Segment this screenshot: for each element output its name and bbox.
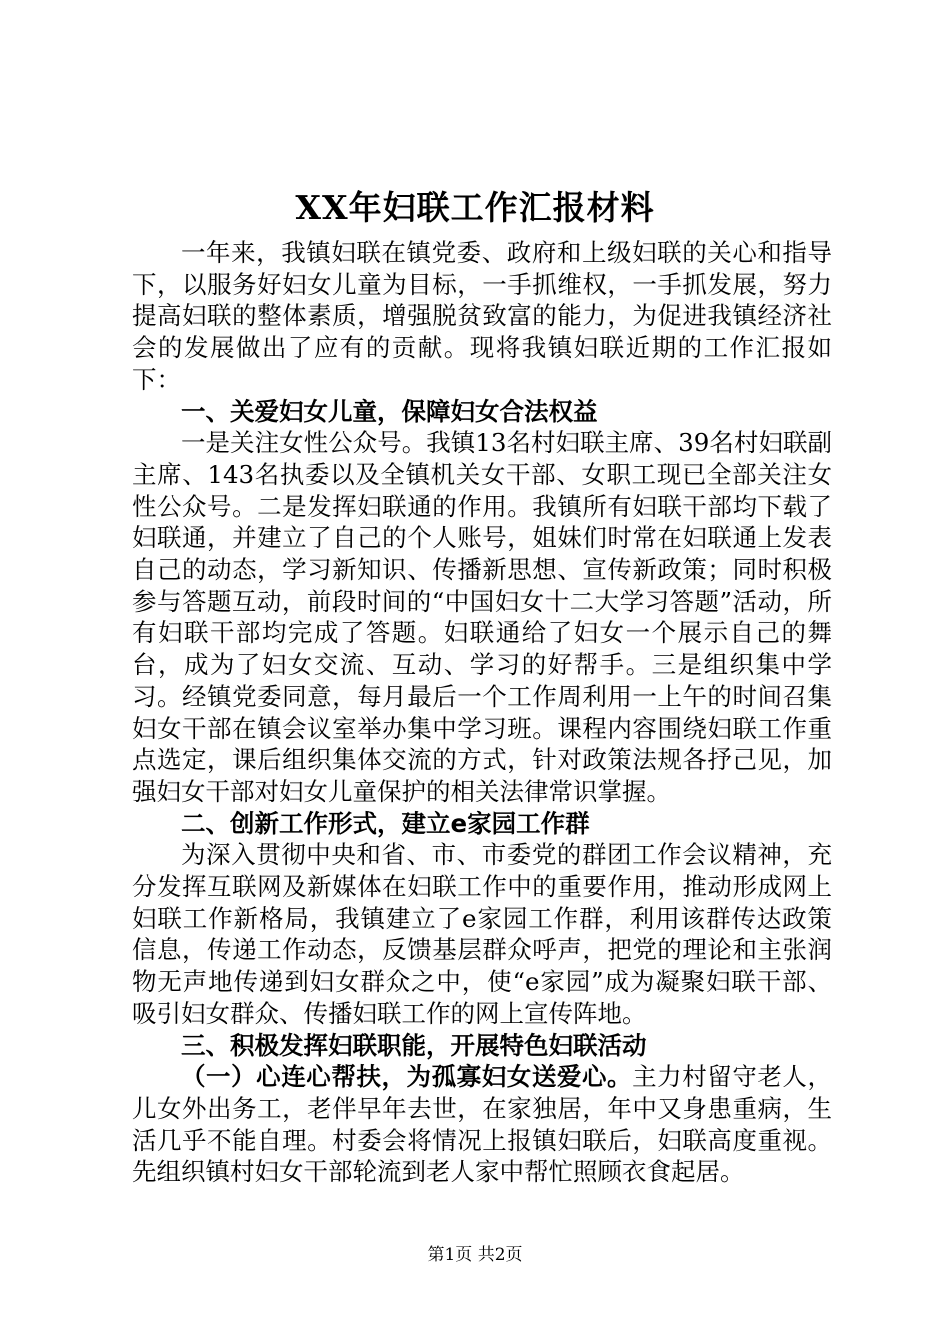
document-title: XX年妇联工作汇报材料 <box>295 188 655 227</box>
intro-paragraph: 一年来，我镇妇联在镇党委、政府和上级妇联的关心和指导下，以服务好妇女儿童为目标，一手抓维权，一手抓发展，努力提高妇联的整体素质，增强脱贫致富的能力，为促进我镇经济社会的发展做出了应有的贡献。现将我镇妇联近期的工作汇报如下： <box>132 238 832 394</box>
section-paragraph-3 <box>132 1061 832 1188</box>
section-heading-3: 三、积极发挥妇联职能，开展特色妇联活动 <box>181 1030 647 1060</box>
page-footer: 第1页 共2页 <box>427 1245 523 1265</box>
section-paragraph-2: 为深入贯彻中央和省、市、市委党的群团工作会议精神，充分发挥互联网及新媒体在妇联工作中的重要作用，推动形成网上妇联工作新格局，我镇建立了e家园工作群，利用该群传达政策信息，传递工作动态，反馈基层群众呼声，把党的理论和主张润物无声地传递到妇女群众之中，使“e家园”成为凝聚妇联干部、吸引妇女群众、传播妇联工作的网上宣传阵地。 <box>132 840 832 1028</box>
section-heading-2: 二、创新工作形式，建立e家园工作群 <box>181 808 590 838</box>
section-heading-1: 一、关爱妇女儿童，保障妇女合法权益 <box>181 396 598 426</box>
document-body <box>132 237 832 1188</box>
subsection-lead: （一）心连心帮扶，为孤寡妇女送爱心。 <box>181 1062 633 1092</box>
subsection-text: 主力村留守老人，儿女外出务工，老伴早年去世，在家独居，年中又身患重病，生活几乎不能自理。村委会将情况上报镇妇联后，妇联高度重视。先组织镇村妇女干部轮流到老人家中帮忙照顾衣食起居。 <box>132 1062 832 1187</box>
section-paragraph-1: 一是关注女性公众号。我镇13名村妇联主席、39名村妇联副主席、143名执委以及全镇机关女干部、女职工现已全部关注女性公众号。二是发挥妇联通的作用。我镇所有妇联干部均下载了妇联通，并建立了自己的个人账号，姐妹们时常在妇联通上发表自己的动态，学习新知识、传播新思想、宣传新政策；同时积极参与答题互动，前段时间的“中国妇女十二大学习答题”活动，所有妇联干部均完成了答题。妇联通给了妇女一个展示自己的舞台，成为了妇女交流、互动、学习的好帮手。三是组织集中学习。经镇党委同意，每月最后一个工作周利用一上午的时间召集妇女干部在镇会议室举办集中学习班。课程内容围绕妇联工作重点选定，课后组织集体交流的方式，针对政策法规各抒己见，加强妇女干部对妇女儿童保护的相关法律常识掌握。 <box>132 428 832 806</box>
